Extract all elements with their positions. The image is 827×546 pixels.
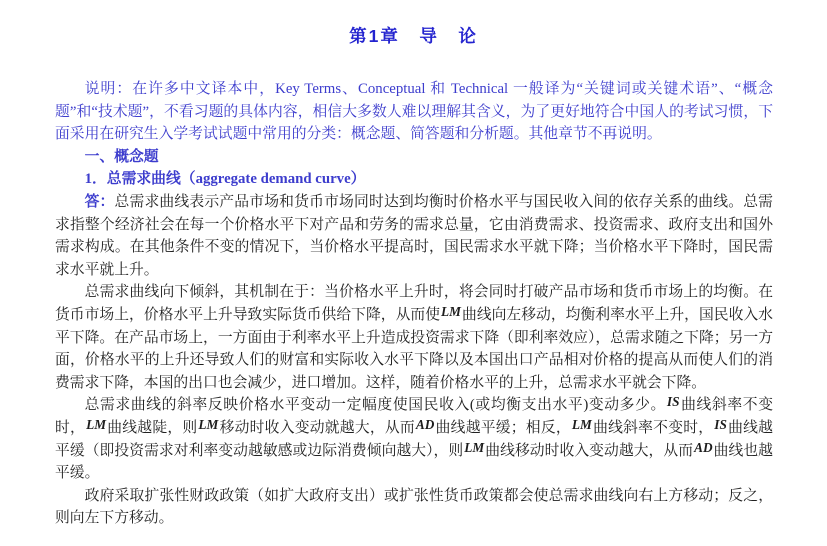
math-symbol: IS	[714, 416, 727, 432]
text-run: 曲线也越平缓。	[55, 442, 773, 482]
math-symbol: LM	[441, 303, 461, 319]
math-symbol: AD	[694, 439, 713, 455]
text-run: 移动时收入变动就越大，从而	[219, 419, 415, 436]
paragraph	[55, 168, 773, 191]
paragraph	[55, 281, 773, 394]
text-run: 一、概念题	[84, 148, 159, 165]
text-run: 政府采取扩张性财政政策（如扩大政府支出）或扩张性货币政策都会使总需求曲线向右上方移动；反之，则向左下方移动。	[55, 487, 773, 527]
text-run: 说明：在许多中文译本中，Key Terms、Conceptual 和 Technical 一般译为“关键词或关键术语”、“概念题”和“技术题”，不看习题的具体内容，相信大多数人难以理解其含义，为了更好地符合中国人的考试习惯，下面采用在研究生入学考试试题中常用的分类：概念题、简答题和分析题。其他章节不再说明。	[55, 81, 773, 143]
text-run: 总需求曲线表示产品市场和货币市场同时达到均衡时价格水平与国民收入间的依存关系的曲线。总需求指整个经济社会在每一个价格水平下对产品和劳务的需求总量，它由消费需求、投资需求、政府支出和国外需求构成。在其他条件不变的情况下，当价格水平提高时，国民需求水平就下降；当价格水平下降时，国民需求水平就上升。	[55, 193, 773, 278]
paragraph	[55, 485, 773, 530]
text-run: 总需求曲线向下倾斜，其机制在于：当价格水平上升时，将会同时打破产品市场和货币市场上的均衡。在货币市场上，价格水平上升导致实际货币供给下降，从而使	[55, 284, 773, 323]
text-run: 曲线向左移动，均衡利率水平上升，国民收入水平下降。在产品市场上，一方面由于利率水平上升造成投资需求下降（即利率效应），总需求随之下降；另一方面，价格水平的上升还导致人们的财富和实际收入水平下降以及本国出口产品相对价格的提高从而使人们的消费需求下降，本国的出口也会减少，进口增加。这样，随着价格水平的上升，总需求水平就会下降。	[55, 306, 773, 391]
text-run: 曲线越平缓；相反，	[435, 419, 571, 436]
text-run: 曲线移动时收入变动越大，从而	[485, 442, 694, 459]
paragraph	[55, 191, 773, 281]
paragraph	[55, 78, 773, 146]
text-run: 答：	[84, 193, 115, 210]
math-symbol: LM	[464, 439, 485, 455]
math-symbol: LM	[86, 416, 107, 432]
text-run: 1．总需求曲线（aggregate demand curve）	[84, 171, 366, 188]
paragraph	[55, 394, 773, 484]
text-run: 曲线斜率不变时，	[55, 397, 773, 436]
page-title: 第1章 导 论	[349, 26, 478, 46]
math-symbol: IS	[666, 394, 680, 410]
text-run: 曲线越陡，则	[107, 419, 198, 436]
paragraph	[55, 146, 773, 169]
text-run: 总需求曲线的斜率反映价格水平变动一定幅度使国民收入(或均衡支出水平)变动多少。	[84, 397, 666, 414]
text-run: 曲线越平缓（即投资需求对利率变动越敏感或边际消费倾向越大），则	[55, 419, 773, 459]
math-symbol: LM	[198, 416, 219, 432]
math-symbol: LM	[571, 416, 592, 432]
math-symbol: AD	[415, 416, 435, 432]
document-body	[55, 78, 773, 530]
text-run: 曲线斜率不变时，	[592, 419, 714, 436]
